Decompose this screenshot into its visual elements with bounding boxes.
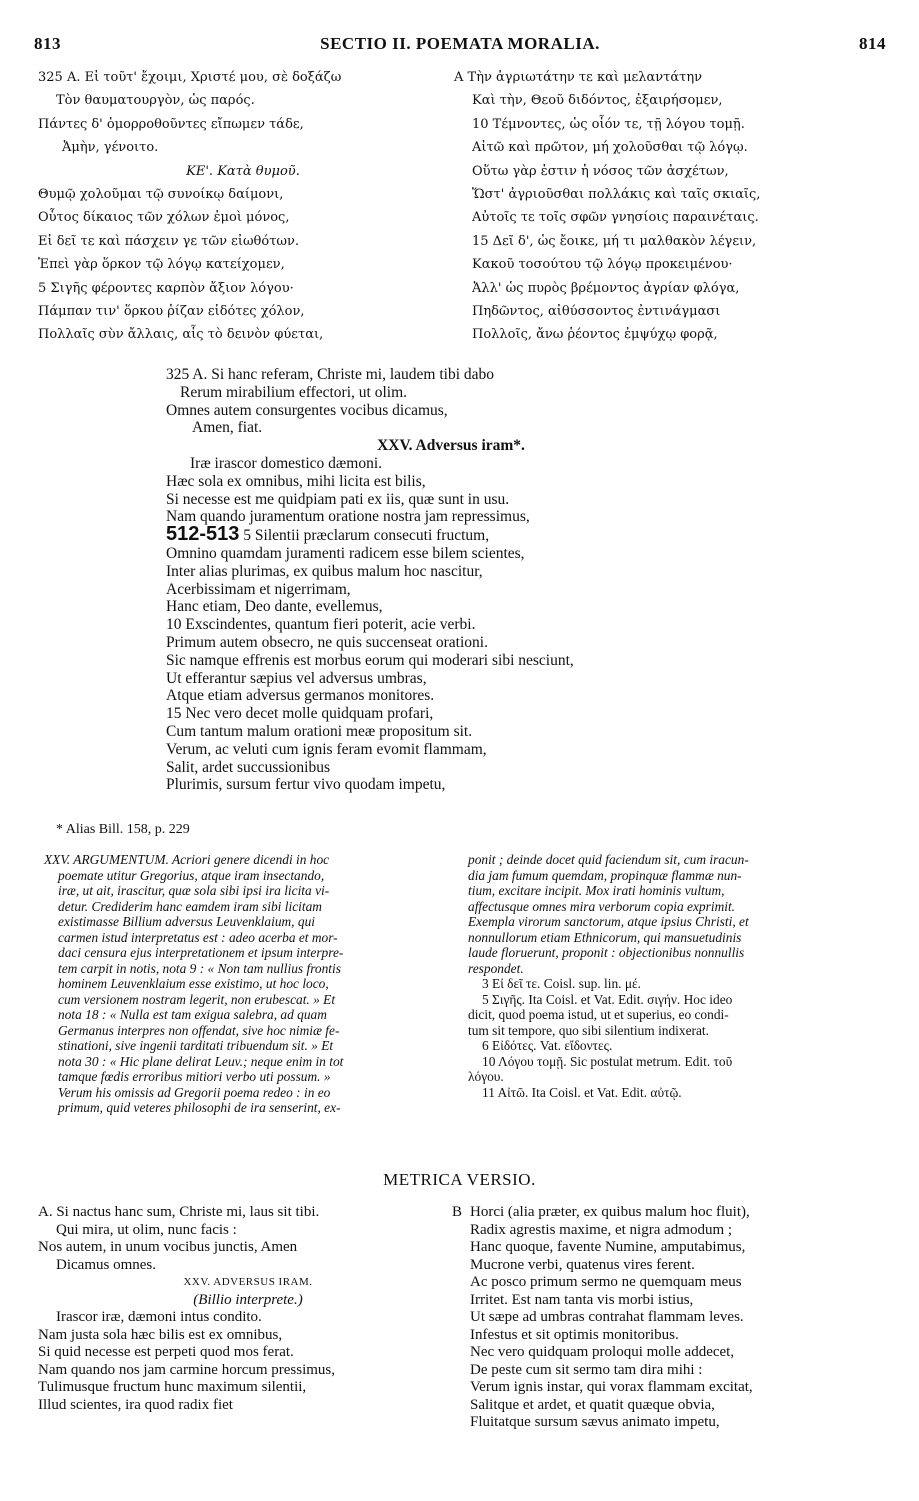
note-line: carmen istud interpretatus est : adeo acerba et mor- bbox=[58, 929, 338, 945]
verse-line: Tulimusque fructum hunc maximum silentii, bbox=[38, 1379, 307, 1395]
latin-line: Cum tantum malum orationi meæ propositum sit. bbox=[166, 722, 473, 740]
verse-line: Salitque et ardet, et quatit quæque obvia, bbox=[470, 1396, 715, 1413]
greek-line: Εἰ δεῖ τε καὶ πάσχειν γε τῶν εἰωθότων. bbox=[38, 233, 300, 249]
page-header bbox=[34, 34, 886, 56]
note-line: tem carpit in notis, nota 9 : « Non tam nullius frontis bbox=[58, 960, 341, 976]
footnote: * Alias Bill. 158, p. 229 bbox=[56, 822, 190, 837]
verse-line: Hanc quoque, favente Numine, amputabimus, bbox=[470, 1239, 746, 1255]
note-line: existimasse Billium adversus Leuvenklaium, qui bbox=[58, 914, 315, 929]
note-line: primum, quid veteres philosophi de ira senserint, ex- bbox=[58, 1100, 341, 1115]
note-line: poemate utitur Gregorius, atque iram insectando, bbox=[58, 867, 325, 883]
note-line: iræ, ut ait, irascitur, quæ sola sibi ipsi ira licita vi- bbox=[58, 883, 330, 898]
notes-left-column bbox=[44, 852, 454, 1116]
greek-line: Αὐτοῖς τε τοῖς σφῶν γνησίοις παραινέταις. bbox=[472, 210, 759, 226]
latin-line: Amen, fiat. bbox=[192, 419, 263, 437]
latin-line-with-marker bbox=[166, 523, 886, 546]
note-line: λόγου. bbox=[468, 1069, 504, 1084]
verse-poem-title: XXV. ADVERSUS IRAM. bbox=[183, 1276, 313, 1288]
note-line: 3 Εἰ δεῖ τε. Coisl. sup. lin. μέ. bbox=[482, 976, 642, 991]
note-line: affectusque omnes mira verborum copia exprimit. bbox=[468, 898, 736, 914]
latin-line: 325 A. Si hanc referam, Christe mi, laudem tibi dabo bbox=[166, 366, 495, 383]
verse-line: Illud scientes, ira quod radix fiet bbox=[38, 1396, 233, 1413]
note-line: XXV. ARGUMENTUM. Acriori genere dicendi in hoc bbox=[44, 852, 330, 867]
running-title: SECTIO II. POEMATA MORALIA. bbox=[320, 34, 600, 53]
note-line: 5 Σιγῆς. Ita Coisl. et Vat. Edit. σιγήν. Hoc ideo bbox=[482, 991, 733, 1007]
latin-line: Ut efferantur sæpius vel adversus umbras, bbox=[166, 669, 427, 687]
latin-line: Si necesse est me quidpiam pati ex iis, quæ sunt in usu. bbox=[166, 490, 510, 508]
verse-line: Dicamus omnes. bbox=[56, 1256, 156, 1273]
verse-line: Irascor iræ, dæmoni intus condito. bbox=[56, 1309, 262, 1325]
latin-line: 5 Silentii præclarum consecuti fructum, bbox=[243, 527, 490, 545]
verse-line: A. Si nactus hanc sum, Christe mi, laus sit tibi. bbox=[38, 1204, 320, 1220]
note-line: dia jam fumum quemdam, propinquæ flammæ nun- bbox=[468, 867, 742, 883]
latin-line: Nam quando juramentum oratione nostra jam repressimus, bbox=[166, 508, 530, 526]
verse-line: Radix agrestis maxime, et nigra admodum ; bbox=[470, 1221, 733, 1238]
greek-line: A Τὴν ἀγριωτάτην τε καὶ μελαντάτην bbox=[454, 70, 703, 85]
column-marker: 512-513 bbox=[166, 523, 240, 546]
note-line: respondet. bbox=[468, 960, 524, 976]
note-line: Germanus interpres non offendat, sive hoc nimiæ fe- bbox=[58, 1022, 340, 1038]
note-line: cum versionem nostram legerit, non erubescat. » Et bbox=[58, 991, 336, 1007]
verse-line: Nam quando nos jam carmine horcum pressimus, bbox=[38, 1361, 336, 1378]
latin-line: 10 Exscindentes, quantum fieri poterit, acie verbi. bbox=[166, 616, 476, 634]
latin-line: Iræ irascor domestico dæmoni. bbox=[190, 454, 382, 472]
verse-line: Horci (alia præter, ex quibus malum hoc fluit), bbox=[470, 1204, 750, 1220]
verse-line: Ac posco primum sermo ne quemquam meus bbox=[470, 1274, 742, 1290]
note-line: 11 Αἰτῶ. Ita Coisl. et Vat. Edit. αὐτῷ. bbox=[482, 1084, 682, 1100]
note-line: tamque fœdis erroribus mitiori verbo uti possum. » bbox=[58, 1069, 331, 1084]
latin-line: Acerbissimam et nigerrimam, bbox=[166, 580, 351, 598]
latin-line: Inter alias plurimas, ex quibus malum hoc nascitur, bbox=[166, 562, 483, 580]
verse-line: Mucrone verbi, quatenus vires ferent. bbox=[470, 1256, 695, 1273]
latin-line: Omnes autem consurgentes vocibus dicamus, bbox=[166, 401, 448, 419]
greek-left-column bbox=[38, 66, 448, 347]
column-letter-marker: B bbox=[452, 1204, 463, 1220]
latin-line: Hæc sola ex omnibus, mihi licita est bilis, bbox=[166, 472, 426, 490]
right-page-number: 814 bbox=[859, 34, 886, 53]
latin-line: Omnino quamdam juramenti radicem esse bilem scientes, bbox=[166, 544, 525, 562]
greek-line: Θυμῷ χολοῦμαι τῷ συνοίκῳ δαίμονι, bbox=[38, 187, 284, 203]
note-line: 6 Εἰδότες. Vat. εἴδοντες. bbox=[482, 1038, 613, 1053]
greek-line: 10 Τέμνοντες, ὡς οἷόν τε, τῇ λόγου τομῇ. bbox=[472, 116, 745, 132]
greek-line: Οὕτω γὰρ ἐστιν ἡ νόσος τῶν ἀσχέτων, bbox=[472, 163, 729, 179]
greek-line: Πηδῶντος, αἰθύσσοντος ἐντινάγμασι bbox=[472, 304, 721, 320]
latin-translation bbox=[166, 366, 886, 794]
greek-right-column bbox=[454, 66, 894, 347]
note-line: tium, excitare incipit. Mox irati hominis vultum, bbox=[468, 883, 725, 898]
verse-line: Fluitatque sursum sævus animato impetu, bbox=[470, 1414, 720, 1430]
greek-line: Ἐπεὶ γὰρ ὅρκον τῷ λόγῳ κατείχομεν, bbox=[38, 257, 285, 273]
greek-line: 5 Σιγῆς φέροντες καρπὸν ἄξιον λόγου· bbox=[38, 280, 294, 296]
verse-line: Nam justa sola hæc bilis est ex omnibus, bbox=[38, 1326, 283, 1343]
verse-line: Ut sæpe ad umbras contrahat flammam leves. bbox=[470, 1309, 744, 1325]
latin-line: Atque etiam adversus germanos monitores. bbox=[166, 687, 435, 705]
greek-line: Οὗτος δίκαιος τῶν χόλων ἐμοὶ μόνος, bbox=[38, 210, 290, 226]
verse-line: Nec vero quidquam proloqui molle addecet, bbox=[470, 1344, 735, 1360]
verse-left-column bbox=[38, 1204, 458, 1414]
latin-line: 15 Nec vero decet molle quidquam profari, bbox=[166, 705, 434, 723]
verse-line: Nos autem, in unum vocibus junctis, Amen bbox=[38, 1239, 298, 1255]
greek-poem-title: ΚΕ'. Κατὰ θυμοῦ. bbox=[186, 163, 300, 179]
greek-line: Ὥστ' ἀγριοῦσθαι πολλάκις καὶ ταῖς σκιαῖς, bbox=[472, 187, 761, 203]
greek-line: Καὶ τὴν, Θεοῦ διδόντος, ἐξαιρήσομεν, bbox=[472, 93, 723, 109]
note-line: 10 Λόγου τομῇ. Sic postulat metrum. Edit. τοῦ bbox=[482, 1053, 733, 1069]
verse-line: Si quid necesse est perpeti quod mos ferat. bbox=[38, 1344, 294, 1360]
greek-line: Πολλοῖς, ἄνω ῥέοντος ἐμψύχῳ φορᾷ, bbox=[472, 327, 718, 343]
note-line: Exempla virorum sanctorum, atque ipsius Christi, et bbox=[468, 914, 749, 929]
notes-right-column bbox=[468, 852, 893, 1100]
latin-line: Plurimis, sursum fertur vivo quodam impetu, bbox=[166, 776, 446, 794]
note-line: laude floruerunt, proponit : objectionibus nonnullis bbox=[468, 945, 745, 960]
greek-line: Πολλαῖς σὺν ἄλλαις, αἷς τὸ δεινὸν φύεται, bbox=[38, 327, 324, 343]
note-line: ponit ; deinde docet quid faciendum sit, cum iracun- bbox=[468, 852, 749, 867]
latin-line: Rerum mirabilium effectori, ut olim. bbox=[180, 383, 407, 401]
note-line: nota 18 : « Nulla est tam exigua salebra, ad quam bbox=[58, 1007, 327, 1022]
greek-line: Ἀμὴν, γένοιτο. bbox=[62, 140, 159, 156]
verse-line: Qui mira, ut olim, nunc facis : bbox=[56, 1221, 237, 1238]
verse-line: Verum ignis instar, qui vorax flammam excitat, bbox=[470, 1379, 753, 1395]
note-line: nota 30 : « Hic plane delirat Leuv.; neque enim in tot bbox=[58, 1053, 344, 1069]
verse-right-column bbox=[470, 1204, 890, 1432]
left-page-number: 813 bbox=[34, 34, 61, 53]
greek-line: Αἰτῶ καὶ πρῶτον, μή χολοῦσθαι τῷ λόγῳ. bbox=[472, 140, 748, 156]
latin-line: Salit, ardet succussionibus bbox=[166, 758, 331, 776]
verse-subtitle: (Billio interprete.) bbox=[193, 1291, 303, 1308]
latin-line: Hanc etiam, Deo dante, evellemus, bbox=[166, 598, 383, 616]
greek-line: 325 A. Εἰ τοῦτ' ἔχοιμι, Χριστέ μου, σὲ δοξάζω bbox=[38, 70, 342, 85]
note-line: dicit, quod poema istud, ut et superius, eo condi- bbox=[468, 1007, 729, 1022]
verse-line: Irritet. Est nam tanta vis morbi istius, bbox=[470, 1291, 694, 1308]
greek-line: Τὸν θαυματουργὸν, ὡς παρός. bbox=[56, 93, 255, 109]
note-line: daci censura ejus interpretationem et ipsum interpre- bbox=[58, 945, 344, 960]
note-line: tum sit tempore, quo sibi silentium indixerat. bbox=[468, 1022, 710, 1038]
verse-line: De peste cum sit sermo tam dira mihi : bbox=[470, 1361, 703, 1378]
latin-line: Primum autem obsecro, ne quis succenseat orationi. bbox=[166, 633, 488, 651]
note-line: stinationi, sive ingenii tarditati tribuendum sit. » Et bbox=[58, 1038, 334, 1053]
note-line: hominem Leuvenklaium esse existimo, ut hoc loco, bbox=[58, 976, 329, 991]
greek-line: Πάμπαν τιν' ὅρκου ῥίζαν εἰδότες χόλον, bbox=[38, 304, 305, 320]
greek-line: Ἀλλ' ὡς πυρὸς βρέμοντος ἀγρίαν φλόγα, bbox=[472, 280, 740, 296]
note-line: detur. Crediderim hanc eamdem iram sibi licitam bbox=[58, 898, 322, 914]
note-line: Verum his omissis ad Gregorii poema redeo : in eo bbox=[58, 1084, 331, 1100]
latin-line: Sic namque effrenis est morbus eorum qui moderari sibi nesciunt, bbox=[166, 651, 574, 669]
note-line: nonnullorum etiam Ethnicorum, qui mansuetudinis bbox=[468, 929, 742, 945]
greek-line: 15 Δεῖ δ', ὡς ἔοικε, μή τι μαλθακὸν λέγειν, bbox=[472, 233, 757, 249]
greek-line: Κακοῦ τοσούτου τῷ λόγῳ προκειμένου· bbox=[472, 257, 733, 273]
latin-line: Verum, ac veluti cum ignis feram evomit flammam, bbox=[166, 740, 487, 758]
latin-poem-title: XXV. Adversus iram*. bbox=[377, 437, 525, 455]
greek-line: Πάντες δ' ὁμορροθοῦντες εἴπωμεν τάδε, bbox=[38, 116, 304, 132]
verse-line: Infestus et sit optimis monitoribus. bbox=[470, 1326, 679, 1343]
section-title: METRICA VERSIO. bbox=[383, 1170, 536, 1189]
